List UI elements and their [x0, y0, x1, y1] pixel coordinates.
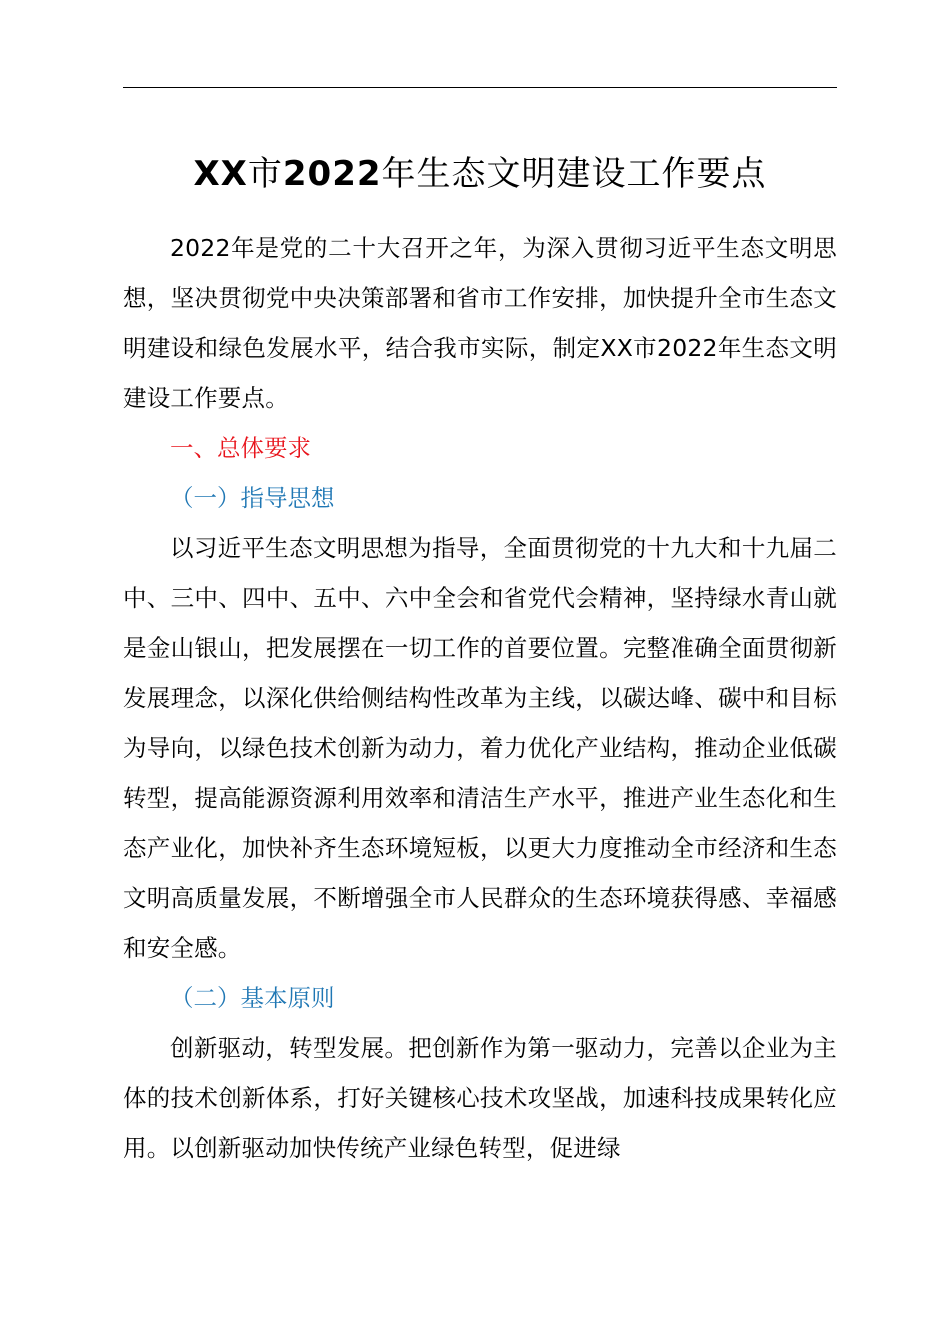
title-rest: 年生态文明建设工作要点 — [381, 154, 767, 194]
title-year: 2022 — [282, 154, 382, 194]
basic-principles-paragraph: 创新驱动，转型发展。把创新作为第一驱动力，完善以企业为主体的技术创新体系，打好关键核心技术攻坚战，加速科技成果转化应用。以创新驱动加快传统产业绿色转型，促进绿 — [123, 1034, 837, 1162]
subsection-heading-basic-principles: （二）基本原则 — [170, 984, 335, 1012]
document-body — [123, 223, 837, 1173]
title-prefix: XX — [193, 154, 248, 194]
title-city: 市 — [247, 154, 283, 194]
subsection-heading-guiding-ideology: （一）指导思想 — [170, 484, 335, 512]
guiding-ideology-paragraph: 以习近平生态文明思想为指导，全面贯彻党的十九大和十九届二中、三中、四中、五中、六中全会和省党代会精神，坚持绿水青山就是金山银山，把发展摆在一切工作的首要位置。完整准确全面贯彻新发展理念，以深化供给侧结构性改革为主线，以碳达峰、碳中和目标为导向，以绿色技术创新为动力，着力优化产业结构，推动企业低碳转型，提高能源资源利用效率和清洁生产水平，推进产业生态化和生态产业化，加快补齐生态环境短板，以更大力度推动全市经济和生态文明高质量发展，不断增强全市人民群众的生态环境获得感、幸福感和安全感。 — [123, 534, 837, 962]
intro-paragraph: 2022年是党的二十大召开之年，为深入贯彻习近平生态文明思想，坚决贯彻党中央决策部署和省市工作安排，加快提升全市生态文明建设和绿色发展水平，结合我市实际，制定XX市2022年生态文明建设工作要点。 — [123, 234, 837, 412]
document-title — [123, 148, 837, 200]
section-heading-overall-requirements: 一、总体要求 — [170, 434, 311, 462]
header-rule — [123, 87, 837, 88]
